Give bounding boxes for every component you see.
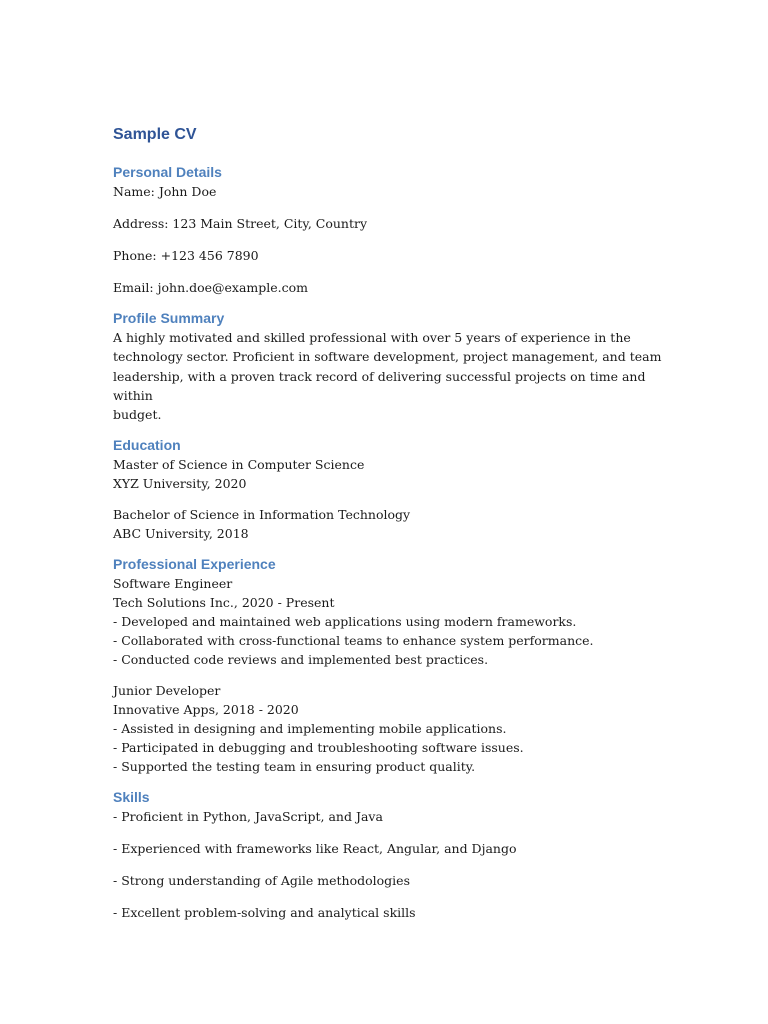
job-bullet: - Developed and maintained web applications using modern frameworks.: [113, 614, 577, 630]
education-degree: Master of Science in Computer Science: [113, 457, 365, 473]
education-section: [113, 435, 673, 543]
cv-document: [113, 124, 673, 922]
summary-line: leadership, with a proven track record of delivering successful projects on time and within: [113, 368, 646, 403]
job-entry: [113, 574, 673, 669]
profile-summary-section: [113, 308, 673, 424]
education-institution: ABC University, 2018: [113, 526, 249, 542]
summary-line: A highly motivated and skilled professional with over 5 years of experience in the: [113, 330, 631, 345]
education-entry: [113, 505, 673, 543]
job-role: Junior Developer: [113, 683, 221, 699]
job-bullet: - Supported the testing team in ensuring product quality.: [113, 759, 476, 775]
email-line: Email: john.doe@example.com: [113, 280, 309, 295]
skill-item: - Strong understanding of Agile methodologies: [113, 873, 410, 889]
address-line: Address: 123 Main Street, City, Country: [113, 216, 368, 231]
education-entry: [113, 455, 673, 493]
education-heading: Education: [113, 437, 181, 454]
skill-item: - Excellent problem-solving and analytical skills: [113, 905, 416, 921]
education-institution: XYZ University, 2020: [113, 476, 247, 492]
job-bullet: - Collaborated with cross-functional teams to enhance system performance.: [113, 633, 594, 649]
skills-heading: Skills: [113, 789, 150, 806]
name-line: Name: John Doe: [113, 184, 217, 199]
profile-summary-heading: Profile Summary: [113, 310, 225, 326]
profile-summary-paragraph: [113, 328, 673, 424]
experience-heading: Professional Experience: [113, 556, 276, 573]
skill-item: - Proficient in Python, JavaScript, and Java: [113, 809, 383, 825]
personal-details-section: [113, 162, 673, 297]
phone-line: Phone: +123 456 7890: [113, 248, 259, 263]
job-bullet: - Conducted code reviews and implemented best practices.: [113, 652, 489, 668]
job-entry: [113, 681, 673, 776]
job-bullet: - Participated in debugging and troubleshooting software issues.: [113, 740, 524, 756]
experience-section: [113, 554, 673, 776]
summary-line: budget.: [113, 407, 162, 423]
job-company: Innovative Apps, 2018 - 2020: [113, 702, 299, 718]
document-title: Sample CV: [113, 126, 197, 143]
personal-details-heading: Personal Details: [113, 164, 222, 180]
education-degree: Bachelor of Science in Information Technology: [113, 507, 411, 523]
skill-item: - Experienced with frameworks like React, Angular, and Django: [113, 841, 517, 857]
skills-section: [113, 787, 673, 922]
job-bullet: - Assisted in designing and implementing mobile applications.: [113, 721, 507, 737]
summary-line: technology sector. Proficient in software development, project management, and team: [113, 349, 662, 365]
job-company: Tech Solutions Inc., 2020 - Present: [113, 595, 335, 611]
job-role: Software Engineer: [113, 576, 233, 592]
